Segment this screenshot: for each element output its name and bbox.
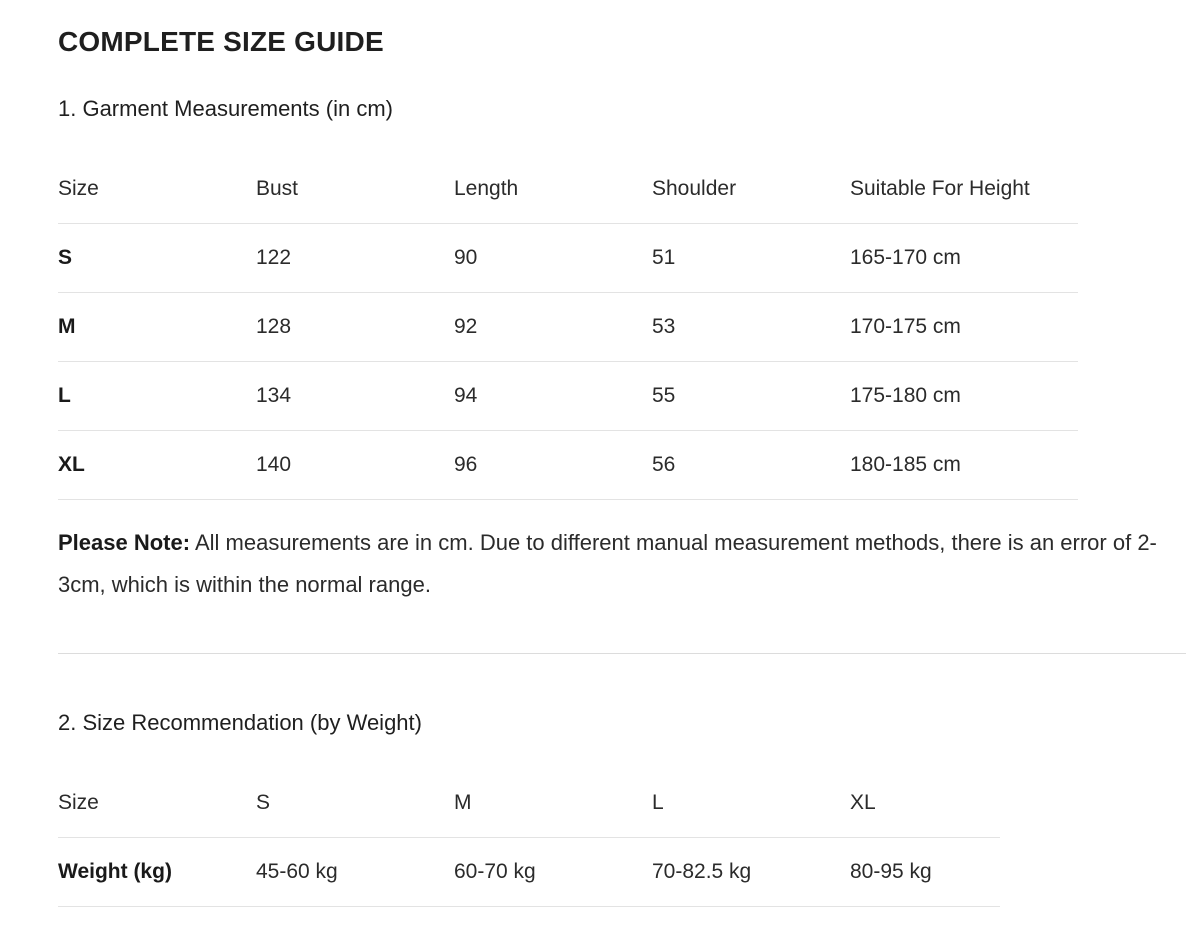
column-header-xl: XL (850, 769, 1000, 838)
bust-cell: 128 (256, 293, 454, 362)
page-title: COMPLETE SIZE GUIDE (58, 26, 384, 57)
note-label: Please Note: (58, 530, 191, 555)
shoulder-cell: 53 (652, 293, 850, 362)
table-row (58, 362, 1078, 431)
bust-cell: 140 (256, 431, 454, 500)
size-cell: M (58, 293, 256, 362)
table-row (58, 838, 1000, 907)
weight-cell-xl: 80-95 kg (850, 838, 1000, 907)
column-header-shoulder: Shoulder (652, 155, 850, 224)
column-header-bust: Bust (256, 155, 454, 224)
column-header-length: Length (454, 155, 652, 224)
note-text: All measurements are in cm. Due to different manual measurement methods, there is an error of 2-3cm, which is within the normal range. (58, 530, 1157, 597)
size-cell: L (58, 362, 256, 431)
column-header-l: L (652, 769, 850, 838)
size-cell: S (58, 224, 256, 293)
column-header-height: Suitable For Height (850, 155, 1078, 224)
height-cell: 175-180 cm (850, 362, 1078, 431)
table-header-row (58, 155, 1078, 224)
garment-measurements-heading: 1. Garment Measurements (in cm) (58, 96, 393, 121)
column-header-s: S (256, 769, 454, 838)
column-header-m: M (454, 769, 652, 838)
length-cell: 94 (454, 362, 652, 431)
length-cell: 90 (454, 224, 652, 293)
measurement-note (58, 522, 1183, 606)
weight-recommendation-table (58, 769, 1000, 907)
weight-label-cell: Weight (kg) (58, 838, 256, 907)
weight-cell-s: 45-60 kg (256, 838, 454, 907)
garment-measurements-table (58, 155, 1078, 500)
table-row (58, 224, 1078, 293)
bust-cell: 134 (256, 362, 454, 431)
weight-cell-l: 70-82.5 kg (652, 838, 850, 907)
table-row (58, 431, 1078, 500)
height-cell: 170-175 cm (850, 293, 1078, 362)
length-cell: 96 (454, 431, 652, 500)
shoulder-cell: 51 (652, 224, 850, 293)
length-cell: 92 (454, 293, 652, 362)
size-cell: XL (58, 431, 256, 500)
height-cell: 180-185 cm (850, 431, 1078, 500)
weight-cell-m: 60-70 kg (454, 838, 652, 907)
bust-cell: 122 (256, 224, 454, 293)
table-row (58, 293, 1078, 362)
shoulder-cell: 55 (652, 362, 850, 431)
shoulder-cell: 56 (652, 431, 850, 500)
size-recommendation-heading: 2. Size Recommendation (by Weight) (58, 710, 422, 735)
column-header-size: Size (58, 155, 256, 224)
column-header-size: Size (58, 769, 256, 838)
section-divider (58, 653, 1186, 654)
height-cell: 165-170 cm (850, 224, 1078, 293)
table-header-row (58, 769, 1000, 838)
